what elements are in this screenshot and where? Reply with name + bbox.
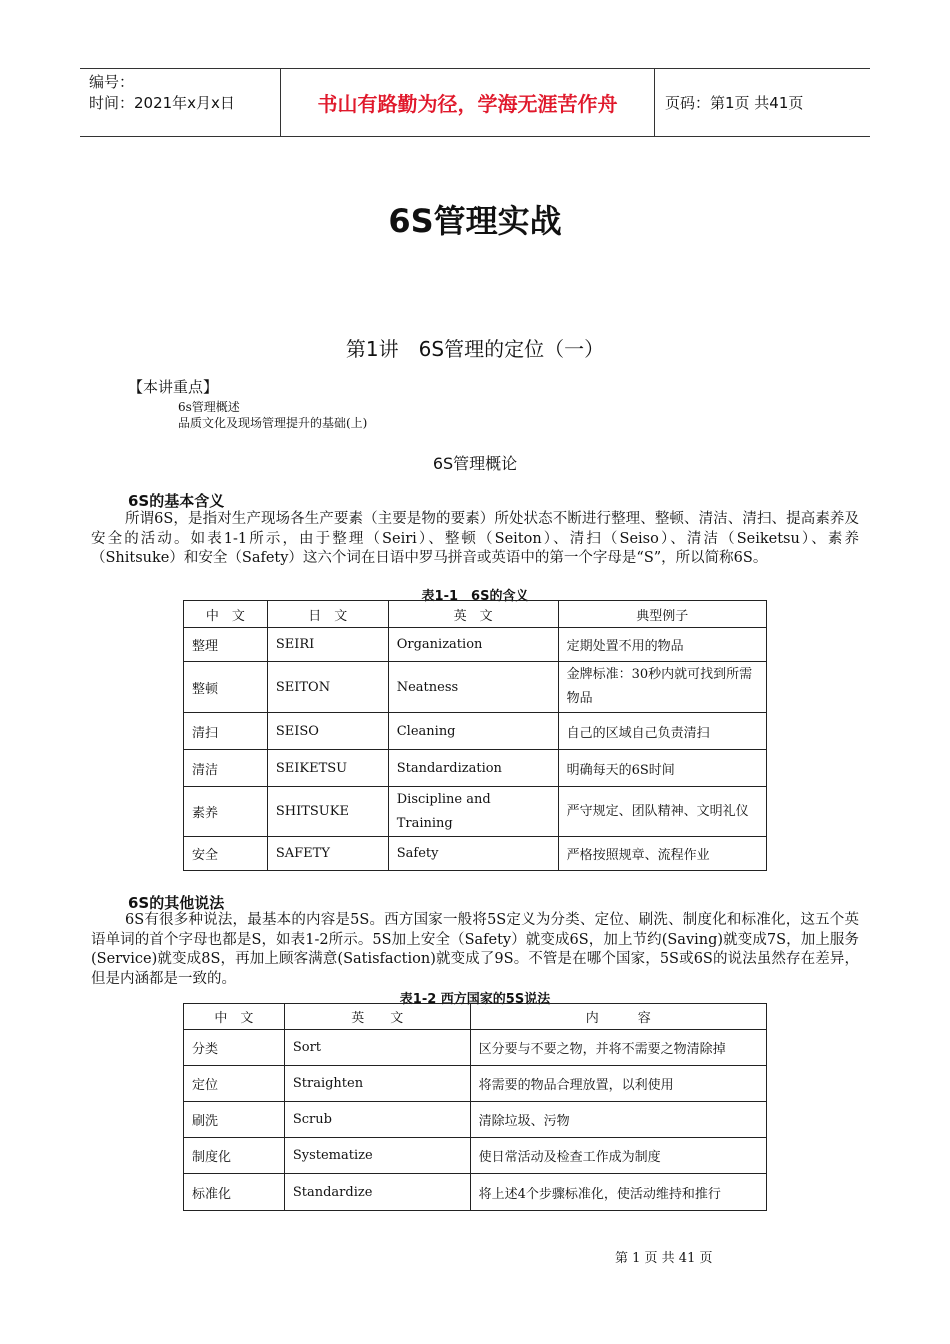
key-point-item: 6s管理概述 (178, 400, 240, 414)
page-header (80, 68, 870, 137)
table-cell: Systematize (284, 1138, 470, 1174)
key-points-label: 【本讲重点】 (128, 378, 219, 396)
table-cell: Discipline and Training (388, 787, 558, 837)
table-row (184, 1138, 767, 1174)
lecture-title: 第1讲 6S管理的定位（一） (345, 337, 605, 361)
table-cell: Cleaning (388, 713, 558, 750)
table-cell: 将需要的物品合理放置，以利使用 (470, 1066, 766, 1102)
table-row (184, 662, 767, 713)
table-header-cell: 中 文 (184, 1004, 285, 1030)
table-header-cell: 英 文 (284, 1004, 470, 1030)
document-title: 6S管理实战 (388, 202, 562, 240)
table-cell: 制度化 (184, 1138, 285, 1174)
table-cell: 严格按照规章、流程作业 (558, 837, 766, 871)
basic-meaning-paragraph: 所谓6S，是指对生产现场各生产要素（主要是物的要素）所处状态不断进行整理、整顿、清洁、清扫、提高素养及安全的活动。如表1-1所示，由于整理（Seiri）、整顿（Seiton）、清扫（Seiso）、清洁（Seiketsu）、素养（Shitsuke）和安全（Safety）这六个词在日语中罗马拼音或英语中的第一个字母是“S”，所以简称6S。 (91, 511, 859, 566)
table-header-cell: 英 文 (388, 601, 558, 628)
table-cell: 清洁 (184, 750, 268, 787)
table-header-cell: 内 容 (470, 1004, 766, 1030)
table-header-cell: 中 文 (184, 601, 268, 628)
table-cell: 将上述4个步骤标准化，使活动维持和推行 (470, 1174, 766, 1211)
table-row (184, 750, 767, 787)
page-footer: 第 1 页 共 41 页 (615, 1251, 713, 1266)
table-western-5s (183, 1003, 767, 1211)
table-cell: SEIKETSU (267, 750, 388, 787)
table-cell: 标准化 (184, 1174, 285, 1211)
table-header-cell: 典型例子 (558, 601, 766, 628)
table-cell: 严守规定、团队精神、文明礼仪 (558, 787, 766, 837)
table-cell: Standardize (284, 1174, 470, 1211)
table-cell: 定位 (184, 1066, 285, 1102)
table-cell: 金牌标准：30秒内就可找到所需物品 (558, 662, 766, 713)
table-6s-meaning (183, 600, 767, 871)
table-cell: 清扫 (184, 713, 268, 750)
key-point-item: 品质文化及现场管理提升的基础(上) (178, 416, 368, 430)
table-header-cell: 日 文 (267, 601, 388, 628)
table-cell: Standardization (388, 750, 558, 787)
table-cell: Straighten (284, 1066, 470, 1102)
header-number: 编号： (89, 73, 135, 91)
table-cell: 刷洗 (184, 1102, 285, 1138)
table-cell: SHITSUKE (267, 787, 388, 837)
table-cell: Safety (388, 837, 558, 871)
other-sayings-paragraph: 6S有很多种说法，最基本的内容是5S。西方国家一般将5S定义为分类、定位、刷洗、制度化和标准化，这五个英语单词的首个字母也都是S，如表1-2所示。5S加上安全（Safety）就变成6S，加上节约(Saving)就变成7S，加上服务(Service)就变成8S，再加上顾客满意(Satisfaction)就变成了9S。不管是在哪个国家，5S或6S的说法虽然存在差异，但是内涵都是一致的。 (91, 912, 859, 987)
table-row (184, 787, 767, 837)
table-row (184, 1066, 767, 1102)
table-cell: 整理 (184, 628, 268, 662)
basic-meaning-heading: 6S的基本含义 (128, 492, 225, 510)
table-cell: SEIRI (267, 628, 388, 662)
table-cell: 整顿 (184, 662, 268, 713)
table-cell: 清除垃圾、污物 (470, 1102, 766, 1138)
table-cell: 分类 (184, 1030, 285, 1066)
table-cell: Neatness (388, 662, 558, 713)
table-cell: 自己的区域自己负责清扫 (558, 713, 766, 750)
header-page-info: 页码：第1页 共41页 (665, 94, 804, 112)
table-header-row (184, 1004, 767, 1030)
table-cell: 定期处置不用的物品 (558, 628, 766, 662)
table-row (184, 713, 767, 750)
header-meta (80, 69, 281, 136)
table-cell: SAFETY (267, 837, 388, 871)
table-cell: 使日常活动及检查工作成为制度 (470, 1138, 766, 1174)
table2-caption: 表1-2 西方国家的5S说法 (399, 992, 551, 1007)
table-cell: Sort (284, 1030, 470, 1066)
table1-caption: 表1-1 6S的含义 (421, 589, 529, 604)
table-row (184, 1102, 767, 1138)
table-cell: 明确每天的6S时间 (558, 750, 766, 787)
table-header-row (184, 601, 767, 628)
table-row (184, 1030, 767, 1066)
other-sayings-heading: 6S的其他说法 (128, 894, 225, 912)
table-cell: 素养 (184, 787, 268, 837)
header-motto: 书山有路勤为径，学海无涯苦作舟 (281, 69, 655, 136)
table-cell: Organization (388, 628, 558, 662)
table-row (184, 1174, 767, 1211)
table-cell: Scrub (284, 1102, 470, 1138)
table-cell: 区分要与不要之物，并将不需要之物清除掉 (470, 1030, 766, 1066)
table-row (184, 837, 767, 871)
header-time: 时间：2021年x月x日 (89, 94, 235, 112)
section-title: 6S管理概论 (432, 454, 518, 473)
table-cell: 安全 (184, 837, 268, 871)
table-row (184, 628, 767, 662)
table-cell: SEISO (267, 713, 388, 750)
table-cell: SEITON (267, 662, 388, 713)
